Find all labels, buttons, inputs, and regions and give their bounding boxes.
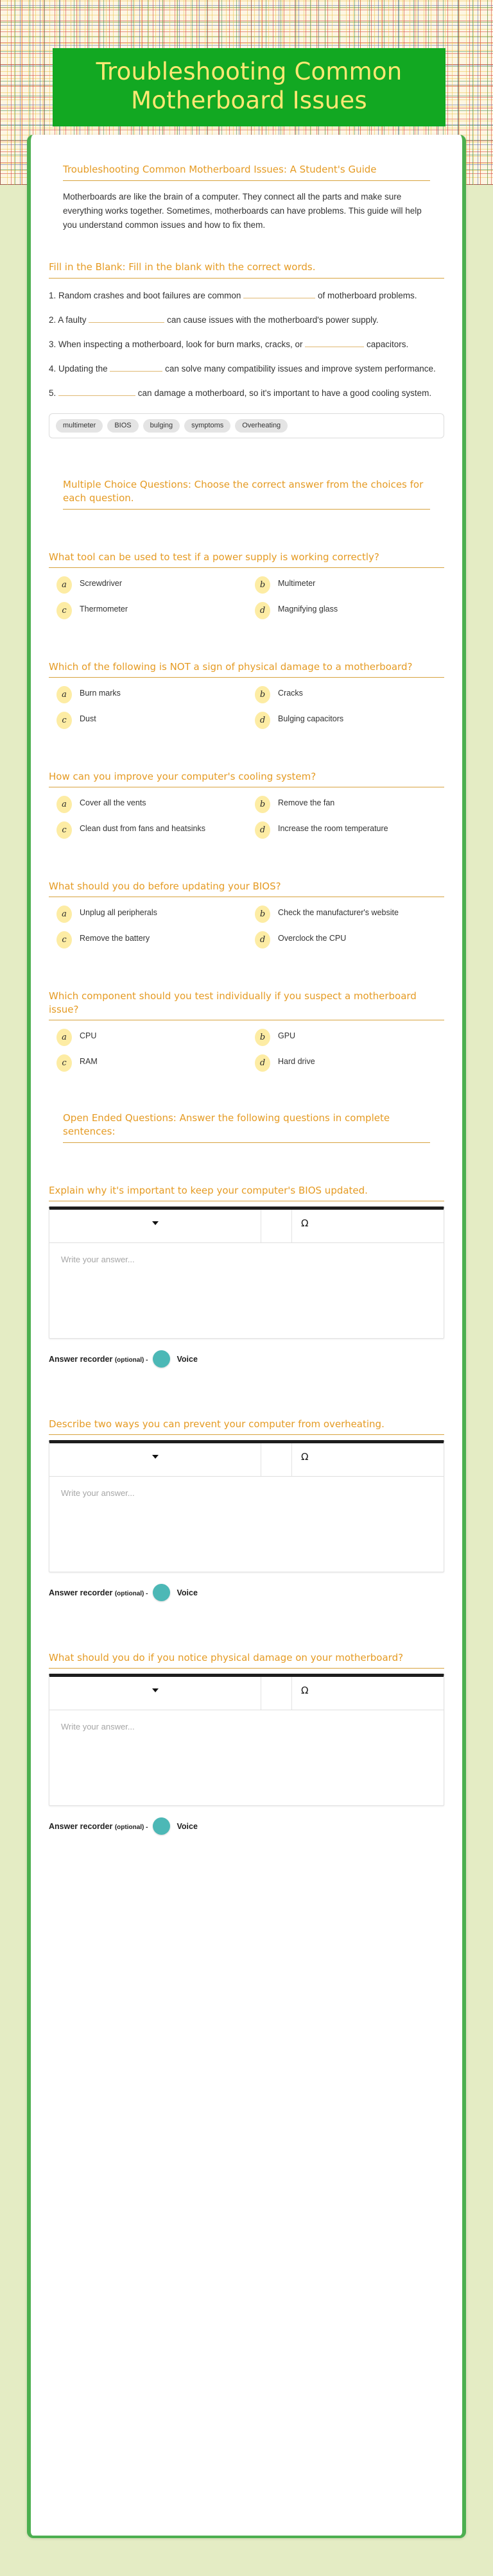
fill-in-blank-item [49,288,444,304]
open-ended-prompt: Describe two ways you can prevent your computer from overheating. [49,1418,444,1435]
mcq-choices [49,1028,444,1072]
mcq-choices [49,685,444,729]
spacer-extra-1 [49,467,444,478]
option-letter-bubble: b [255,686,270,703]
rich-text-editor[interactable] [49,1206,444,1339]
answer-recorder-label [49,1355,148,1364]
option-label: Thermometer [80,605,128,614]
option-letter-bubble: c [56,1054,72,1072]
option-letter-bubble: b [255,796,270,813]
option-letter-bubble: b [255,576,270,594]
bottom-spacer [49,1835,444,1854]
option-label: Remove the battery [80,934,150,943]
fill-in-blank-item [49,361,444,377]
voice-record-button[interactable] [153,1584,170,1601]
option-label: Multimeter [278,579,316,588]
spacer-oe-2 [49,1601,444,1629]
mcq-choices [49,795,444,839]
mcq-block [49,660,444,729]
editor-format-dropdown[interactable] [49,1443,261,1476]
intro-paragraph: Motherboards are like the brain of a computer. They connect all the parts and make sure everything works together. Sometimes, motherboards can have problems. This guide will help you understand common issues and how to fix them. [63,192,422,230]
option-label: Dust [80,714,96,723]
fib-text-after: can damage a motherboard, so it's important to have a good cooling system. [137,388,432,398]
editor-format-dropdown[interactable] [49,1210,261,1242]
fib-text-after: can cause issues with the motherboard's power supply. [167,315,379,325]
option-letter-bubble: d [255,712,270,729]
spacer-after-mcq-heading [49,510,444,529]
spacer-mcq-3 [49,839,444,858]
editor-special-character-button[interactable] [292,1210,444,1242]
option-letter-bubble: c [56,602,72,619]
mcq-block [49,770,444,839]
banner-title-line-1: Troubleshooting Common [96,58,402,85]
option-label: Check the manufacturer's website [278,908,399,917]
multiple-choice-heading: Multiple Choice Questions: Choose the correct answer from the choices for each question. [63,478,430,510]
answer-recorder-row [49,1584,444,1601]
editor-toolbar [49,1677,444,1710]
word-bank-chip[interactable]: bulging [143,419,180,433]
option-letter-bubble: c [56,931,72,949]
fib-blank-input[interactable] [58,395,135,396]
option-label: Screwdriver [80,579,122,588]
recorder-label-main: Answer recorder [49,1588,115,1597]
recorder-label-main: Answer recorder [49,1821,115,1831]
word-bank-chip[interactable]: Overheating [235,419,288,433]
spacer-extra-2 [49,1100,444,1112]
spacer-after-intro [49,232,444,261]
fill-in-blank-list [49,288,444,402]
fib-text-after: capacitors. [366,339,409,349]
mcq-option[interactable] [255,1028,444,1046]
option-letter-bubble: a [56,796,72,813]
recorder-label-optional: (optional) - [114,1823,148,1831]
mcq-option[interactable] [56,795,246,813]
mcq-option[interactable] [56,821,246,839]
fib-blank-input[interactable] [110,371,162,372]
option-letter-bubble: c [56,712,72,729]
editor-special-character-button[interactable] [292,1677,444,1710]
spacer-mcq-1 [49,619,444,639]
mcq-option[interactable] [255,576,444,594]
option-letter-bubble: b [255,1029,270,1046]
mcq-option[interactable] [56,601,246,619]
mcq-block [49,990,444,1072]
fib-number: 2. [49,315,56,325]
spacer-oe-1 [49,1368,444,1396]
voice-record-button[interactable] [153,1350,170,1368]
mcq-option[interactable] [255,821,444,839]
omega-icon: Ω [301,1217,309,1229]
open-ended-heading: Open Ended Questions: Answer the following questions in complete sentences: [63,1112,430,1143]
open-ended-block [49,1184,444,1368]
option-label: Cracks [278,689,303,698]
recorder-label-main: Answer recorder [49,1354,115,1364]
mcq-option[interactable] [56,685,246,703]
option-label: GPU [278,1031,296,1040]
option-label: CPU [80,1031,97,1040]
option-label: Burn marks [80,689,121,698]
fib-text-before: Random crashes and boot failures are common [58,291,241,300]
option-label: RAM [80,1057,98,1066]
editor-special-character-button[interactable] [292,1443,444,1476]
rich-text-editor[interactable] [49,1440,444,1572]
omega-icon: Ω [301,1684,309,1696]
option-label: Overclock the CPU [278,934,347,943]
mcq-option[interactable] [255,711,444,729]
option-label: Bulging capacitors [278,714,344,723]
mcq-option[interactable] [56,931,246,949]
option-letter-bubble: a [56,1029,72,1046]
mcq-option[interactable] [56,1054,246,1072]
voice-label: Voice [177,1588,198,1597]
option-label: Clean dust from fans and heatsinks [80,824,205,833]
fib-number: 3. [49,339,56,349]
option-label: Magnifying glass [278,605,338,614]
intro-heading: Troubleshooting Common Motherboard Issues: A Student's Guide [63,163,430,181]
spacer-after-oe-heading [49,1143,444,1162]
option-letter-bubble: a [56,686,72,703]
answer-recorder-row [49,1817,444,1835]
spacer-mcq-4 [49,949,444,968]
editor-toolbar [49,1443,444,1477]
answer-recorder-label [49,1822,148,1831]
chevron-down-icon [152,1455,159,1459]
voice-record-button[interactable] [153,1817,170,1835]
mcq-option[interactable] [255,1054,444,1072]
option-label: Remove the fan [278,798,335,807]
word-bank-chip[interactable]: symptoms [184,419,230,433]
recorder-label-optional: (optional) - [114,1356,148,1364]
mcq-prompt: What tool can be used to test if a power supply is working correctly? [49,551,444,568]
sheet-content [31,163,462,1854]
word-bank-chip[interactable]: BIOS [107,419,138,433]
answer-textarea[interactable]: Write your answer... [61,1255,135,1264]
mcq-option[interactable] [56,1028,246,1046]
option-letter-bubble: a [56,576,72,594]
editor-toolbar-spacer [261,1677,292,1710]
mcq-block [49,880,444,949]
voice-label: Voice [177,1354,198,1364]
chevron-down-icon [152,1221,159,1225]
option-letter-bubble: d [255,821,270,839]
mcq-option[interactable] [56,711,246,729]
mcq-option[interactable] [255,601,444,619]
editor-toolbar [49,1210,444,1243]
fill-in-blank-item [49,385,444,402]
fill-in-blank-item [49,312,444,329]
open-ended-block [49,1418,444,1601]
editor-format-dropdown[interactable] [49,1677,261,1710]
open-ended-prompt: Explain why it's important to keep your computer's BIOS updated. [49,1184,444,1201]
option-label: Increase the room temperature [278,824,388,833]
mcq-block [49,551,444,619]
editor-toolbar-spacer [261,1210,292,1242]
fib-number: 1. [49,291,56,300]
spacer-after-wordbank [49,438,444,467]
option-letter-bubble: a [56,906,72,923]
mcq-option[interactable] [255,931,444,949]
spacer-mcq-2 [49,729,444,748]
mcq-option[interactable] [255,795,444,813]
option-letter-bubble: c [56,821,72,839]
option-letter-bubble: d [255,1054,270,1072]
fib-text-before: A faulty [58,315,87,325]
mcq-option[interactable] [255,685,444,703]
mcq-choices [49,576,444,619]
fib-text-before: When inspecting a motherboard, look for burn marks, cracks, or [58,339,303,349]
option-letter-bubble: d [255,931,270,949]
chevron-down-icon [152,1688,159,1692]
fib-text-after: can solve many compatibility issues and improve system performance. [165,364,436,374]
open-ended-prompt: What should you do if you notice physical damage on your motherboard? [49,1651,444,1669]
fib-text-after: of motherboard problems. [317,291,417,300]
fill-in-blank-item [49,336,444,353]
fib-number: 4. [49,364,56,374]
spacer-before-open-ended [49,1072,444,1100]
word-bank [49,413,444,438]
banner-title-line-2: Motherboard Issues [131,87,367,114]
answer-textarea[interactable]: Write your answer... [61,1488,135,1498]
mcq-prompt: What should you do before updating your BIOS? [49,880,444,897]
mcq-option[interactable] [56,905,246,923]
fill-in-blank-heading: Fill in the Blank: Fill in the blank with the correct words. [49,261,444,279]
mcq-choices [49,905,444,949]
rich-text-editor[interactable] [49,1674,444,1806]
option-letter-bubble: b [255,906,270,923]
fib-text-before: Updating the [58,364,108,374]
answer-recorder-label [49,1588,148,1597]
open-ended-block [49,1651,444,1835]
voice-label: Voice [177,1821,198,1831]
mcq-option[interactable] [56,576,246,594]
option-label: Unplug all peripherals [80,908,157,917]
option-label: Hard drive [278,1057,315,1066]
omega-icon: Ω [301,1450,309,1463]
mcq-option[interactable] [255,905,444,923]
mcq-prompt: Which component should you test individually if you suspect a motherboard issue? [49,990,444,1020]
answer-recorder-row [49,1350,444,1368]
top-spacer [31,135,462,163]
fib-blank-input[interactable] [89,322,164,323]
mcq-prompt: How can you improve your computer's cooling system? [49,770,444,787]
answer-textarea[interactable]: Write your answer... [61,1722,135,1731]
editor-toolbar-spacer [261,1443,292,1476]
mcq-prompt: Which of the following is NOT a sign of physical damage to a motherboard? [49,660,444,678]
worksheet-sheet [27,135,466,2538]
title-banner [53,48,445,126]
fib-number: 5. [49,388,56,398]
recorder-label-optional: (optional) - [114,1590,148,1597]
word-bank-chip[interactable]: multimeter [56,419,103,433]
option-letter-bubble: d [255,602,270,619]
option-label: Cover all the vents [80,798,146,807]
